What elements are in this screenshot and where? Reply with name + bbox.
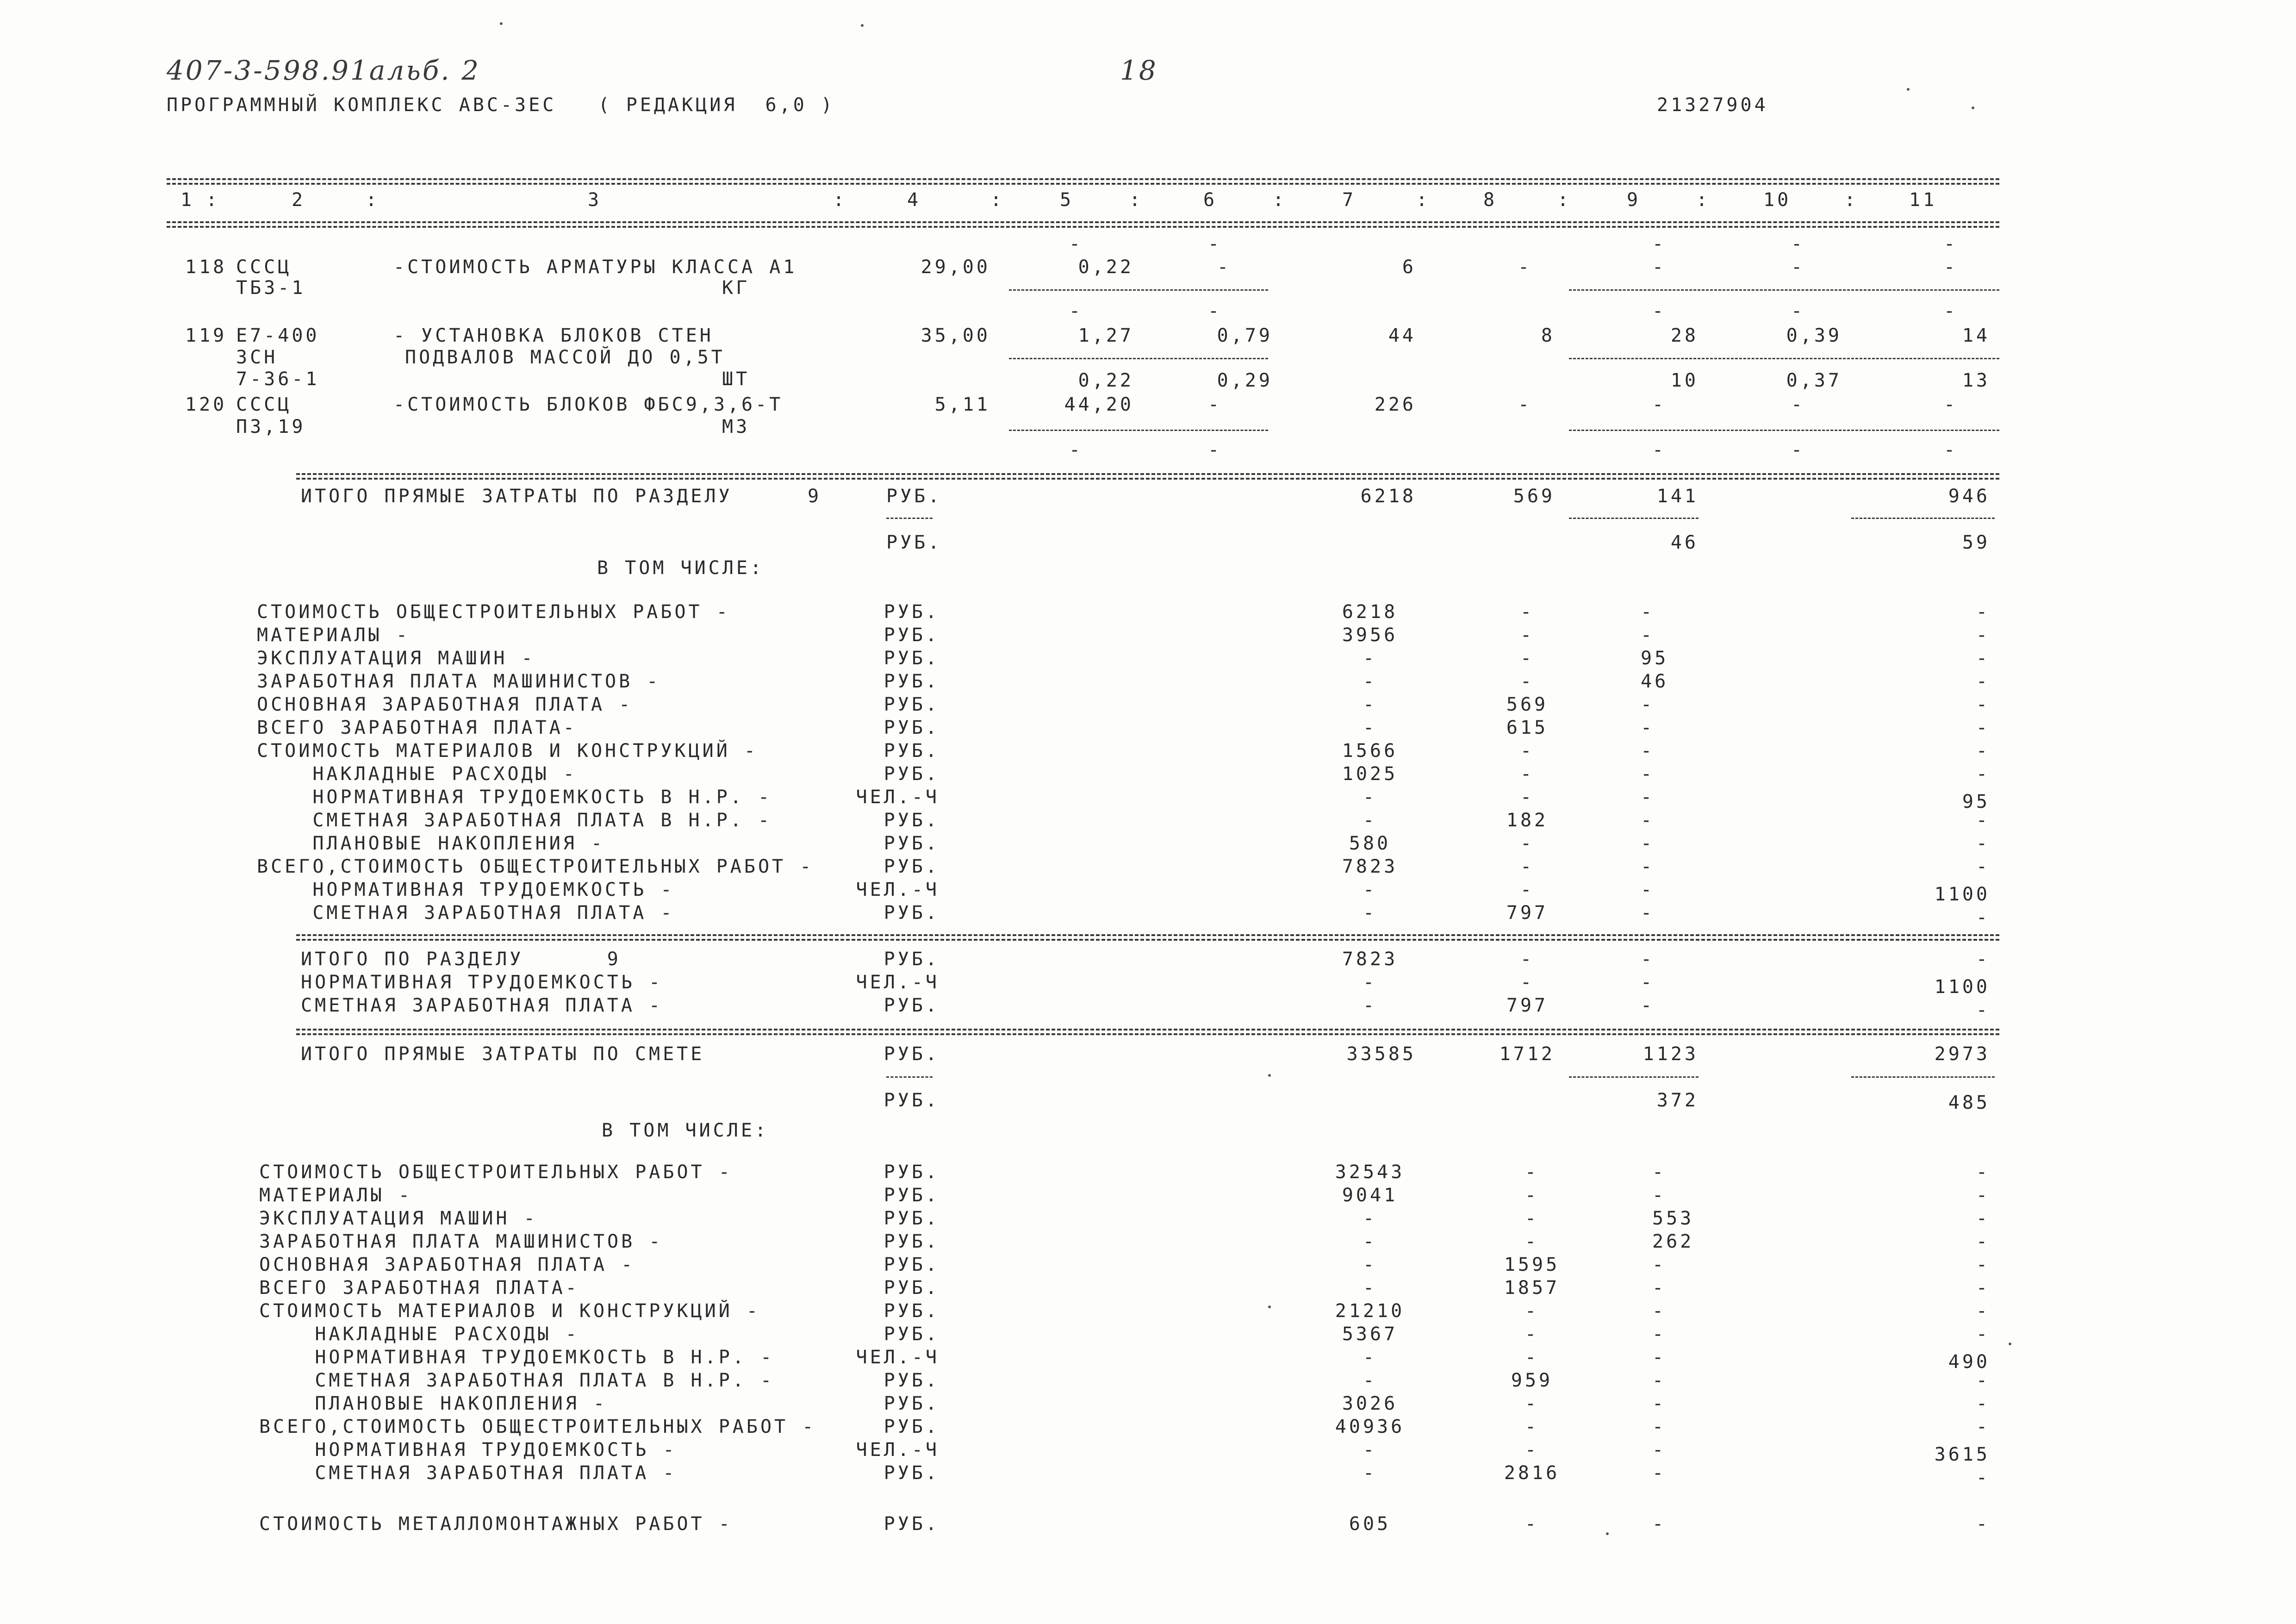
breakdown-row: СМЕТНАЯ ЗАРАБОТНАЯ ПЛАТА -	[259, 1462, 677, 1484]
row-col5: 1,27	[1078, 325, 1134, 346]
row-num: 118	[185, 256, 227, 278]
metal-works-col8: -	[1524, 1513, 1539, 1535]
estimate-total-col9: 1123	[1643, 1043, 1699, 1065]
row-col7: 44	[1388, 325, 1416, 346]
section-total-unit: РУБ.	[886, 486, 942, 507]
col-header-6: 6	[1203, 189, 1218, 211]
header-bottom-rule	[167, 221, 1999, 223]
estimate-total-unit: РУБ.	[884, 1043, 940, 1065]
summary-row: ИТОГО ПО РАЗДЕЛУ 9	[301, 949, 621, 970]
metal-works-col9: -	[1652, 1513, 1667, 1535]
section-rule	[296, 473, 1999, 475]
scan-speck	[1268, 1074, 1271, 1077]
breakdown-row: ЗАРАБОТНАЯ ПЛАТА МАШИНИСТОВ -	[257, 671, 661, 692]
scan-speck	[861, 24, 864, 27]
breakdown-row: СТОИМОСТЬ ОБЩЕСТРОИТЕЛЬНЫХ РАБОТ -	[257, 601, 730, 623]
breakdown-row: ПЛАНОВЫЕ НАКОПЛЕНИЯ -	[257, 833, 605, 854]
estimate-total-col11-b: 485	[1948, 1092, 1990, 1113]
section-total-label: ИТОГО ПРЯМЫЕ ЗАТРАТЫ ПО РАЗДЕЛУ	[301, 486, 733, 507]
estimate-total-col8: 1712	[1499, 1043, 1555, 1065]
row-col10: -	[1791, 394, 1805, 415]
row-col11: 14	[1962, 325, 1990, 346]
scan-speck	[1907, 88, 1910, 91]
row-name: - УСТАНОВКА БЛОКОВ СТЕН	[393, 325, 714, 346]
estimate-total-col11: 2973	[1934, 1043, 1990, 1065]
estimate-total-col7: 33585	[1346, 1043, 1416, 1065]
row-col10: 0,39	[1786, 325, 1842, 346]
row-code-2: ЗСН	[236, 347, 278, 368]
breakdown-row: СТОИМОСТЬ ОБЩЕСТРОИТЕЛЬНЫХ РАБОТ -	[259, 1162, 733, 1183]
row-col9: -	[1652, 256, 1667, 278]
row-code: СССЦ	[236, 394, 292, 415]
row-col5-b: 0,22	[1078, 370, 1134, 391]
document-number: 21327904	[1657, 94, 1768, 116]
row-col11: -	[1944, 394, 1958, 415]
col-header-7: 7	[1342, 189, 1356, 211]
row-qty: 29,00	[921, 256, 990, 278]
row-name: -СТОИМОСТЬ БЛОКОВ ФБС9,3,6-Т	[393, 394, 784, 415]
row-qty: 35,00	[921, 325, 990, 346]
row-col11: -	[1944, 256, 1958, 278]
breakdown-row: НАКЛАДНЫЕ РАСХОДЫ -	[259, 1324, 579, 1345]
breakdown-row: НОРМАТИВНАЯ ТРУДОЕМКОСТЬ В Н.Р. -	[259, 1347, 775, 1368]
handwritten-page-number: 18	[1120, 55, 1158, 86]
row-col10: -	[1791, 256, 1805, 278]
scan-speck	[1606, 1532, 1609, 1535]
section-total-number: 9	[808, 486, 822, 507]
breakdown-row: НОРМАТИВНАЯ ТРУДОЕМКОСТЬ В Н.Р. -	[257, 787, 772, 808]
row-col5: 44,20	[1064, 394, 1134, 415]
breakdown-row: ВСЕГО ЗАРАБОТНАЯ ПЛАТА-	[259, 1277, 579, 1299]
breakdown-row: ОСНОВНАЯ ЗАРАБОТНАЯ ПЛАТА -	[259, 1254, 635, 1275]
row-code-2: ПЗ,19	[236, 416, 306, 437]
estimate-total-label: ИТОГО ПРЯМЫЕ ЗАТРАТЫ ПО СМЕТЕ	[301, 1043, 705, 1065]
breakdown-row: СМЕТНАЯ ЗАРАБОТНАЯ ПЛАТА В Н.Р. -	[259, 1370, 775, 1391]
metal-works-unit: РУБ.	[884, 1513, 940, 1535]
scan-speck	[2009, 1343, 2011, 1345]
program-line: ПРОГРАММНЫЙ КОМПЛЕКС АВС-ЗЕС ( РЕДАКЦИЯ 6,0 )	[167, 94, 835, 116]
breakdown-row: СМЕТНАЯ ЗАРАБОТНАЯ ПЛАТА -	[257, 902, 675, 924]
breakdown-row: ВСЕГО,СТОИМОСТЬ ОБЩЕСТРОИТЕЛЬНЫХ РАБОТ -	[259, 1416, 816, 1437]
scan-speck	[500, 22, 503, 25]
row-col9: 28	[1670, 325, 1699, 346]
row-col8: -	[1518, 256, 1532, 278]
section-total-col11-b: 59	[1962, 532, 1990, 553]
metal-works-col11: -	[1976, 1513, 1990, 1535]
estimate-incl-label: В ТОМ ЧИСЛЕ:	[602, 1120, 769, 1141]
breakdown-row: НОРМАТИВНАЯ ТРУДОЕМКОСТЬ -	[257, 879, 675, 900]
col-header-2: 2	[292, 189, 306, 211]
breakdown-row: ОСНОВНАЯ ЗАРАБОТНАЯ ПЛАТА -	[257, 694, 633, 715]
row-code: СССЦ	[236, 256, 292, 278]
row-unit: КГ	[722, 277, 750, 299]
col-header-3: 3	[588, 189, 602, 211]
row-code: Е7-400	[236, 325, 320, 346]
breakdown-row: ВСЕГО,СТОИМОСТЬ ОБЩЕСТРОИТЕЛЬНЫХ РАБОТ -	[257, 856, 814, 877]
row-unit: ШТ	[722, 369, 750, 390]
row-col7: 6	[1402, 256, 1416, 278]
row-col6: -	[1217, 256, 1232, 278]
breakdown-row: ЗАРАБОТНАЯ ПЛАТА МАШИНИСТОВ -	[259, 1231, 663, 1252]
breakdown-row: ПЛАНОВЫЕ НАКОПЛЕНИЯ -	[259, 1393, 608, 1414]
summary-row: СМЕТНАЯ ЗАРАБОТНАЯ ПЛАТА -	[301, 995, 663, 1016]
row-col11-b: 13	[1962, 370, 1990, 391]
scan-speck	[1972, 106, 1974, 109]
row-qty: 5,11	[934, 394, 990, 415]
summary-row: НОРМАТИВНАЯ ТРУДОЕМКОСТЬ -	[301, 972, 663, 993]
row-name-2: ПОДВАЛОВ МАССОЙ ДО 0,5Т	[405, 347, 725, 368]
metal-works-label: СТОИМОСТЬ МЕТАЛЛОМОНТАЖНЫХ РАБОТ -	[259, 1513, 733, 1535]
header-bottom-rule-2	[167, 226, 1999, 228]
col-header-5: 5	[1060, 189, 1074, 211]
row-unit: М3	[722, 416, 750, 437]
row-col9: -	[1652, 394, 1667, 415]
breakdown-row: МАТЕРИАЛЫ -	[257, 625, 410, 646]
breakdown-row: НАКЛАДНЫЕ РАСХОДЫ -	[257, 763, 577, 785]
estimate-total-col9-b: 372	[1656, 1090, 1699, 1111]
section-total-col11: 946	[1948, 486, 1990, 507]
breakdown-row: НОРМАТИВНАЯ ТРУДОЕМКОСТЬ -	[259, 1439, 677, 1461]
section-total-unit-2: РУБ.	[886, 532, 942, 553]
row-col8: -	[1518, 394, 1532, 415]
scan-speck	[1268, 1305, 1271, 1308]
row-code-3: 7-36-1	[236, 369, 320, 390]
col-header-4: 4	[907, 189, 921, 211]
row-col10-b: 0,37	[1786, 370, 1842, 391]
row-name: -СТОИМОСТЬ АРМАТУРЫ КЛАССА А1	[393, 256, 797, 278]
row-col9-b: 10	[1670, 370, 1699, 391]
section-rule-2	[296, 478, 1999, 480]
section-total-col8: 569	[1513, 486, 1555, 507]
row-col8: 8	[1541, 325, 1555, 346]
row-col6-b: 0,29	[1217, 370, 1273, 391]
col-header-11: 11	[1909, 189, 1937, 211]
row-num: 119	[185, 325, 227, 346]
row-col6: 0,79	[1217, 325, 1273, 346]
row-code-2: ТБЗ-1	[236, 277, 306, 299]
breakdown-row: МАТЕРИАЛЫ -	[259, 1185, 412, 1206]
row-col7: 226	[1374, 394, 1416, 415]
section-incl-label: В ТОМ ЧИСЛЕ:	[597, 557, 764, 579]
metal-works-col7: 605	[1349, 1513, 1391, 1535]
col-header-9: 9	[1627, 189, 1641, 211]
col-header-1: 1	[180, 189, 195, 211]
breakdown-row: ЭКСПЛУАТАЦИЯ МАШИН -	[257, 648, 535, 669]
handwritten-code: 407-3-598.91альб. 2	[167, 55, 481, 86]
breakdown-row: СТОИМОСТЬ МАТЕРИАЛОВ И КОНСТРУКЦИЙ -	[259, 1300, 760, 1322]
section-total-col7: 6218	[1360, 486, 1416, 507]
breakdown-row: ВСЕГО ЗАРАБОТНАЯ ПЛАТА-	[257, 717, 577, 738]
breakdown-row: СМЕТНАЯ ЗАРАБОТНАЯ ПЛАТА В Н.Р. -	[257, 810, 772, 831]
breakdown-row: ЭКСПЛУАТАЦИЯ МАШИН -	[259, 1208, 538, 1229]
section-total-col9-b: 46	[1670, 532, 1699, 553]
col-header-8: 8	[1483, 189, 1498, 211]
estimate-total-unit-2: РУБ.	[884, 1090, 940, 1111]
table-top-rule-2	[167, 183, 1999, 185]
row-col5: 0,22	[1078, 256, 1134, 278]
row-col6: -	[1208, 394, 1222, 415]
breakdown-row: СТОИМОСТЬ МАТЕРИАЛОВ И КОНСТРУКЦИЙ -	[257, 740, 758, 762]
row-num: 120	[185, 394, 227, 415]
section-total-col9: 141	[1656, 486, 1699, 507]
table-top-rule	[167, 178, 1999, 180]
col-header-10: 10	[1763, 189, 1792, 211]
